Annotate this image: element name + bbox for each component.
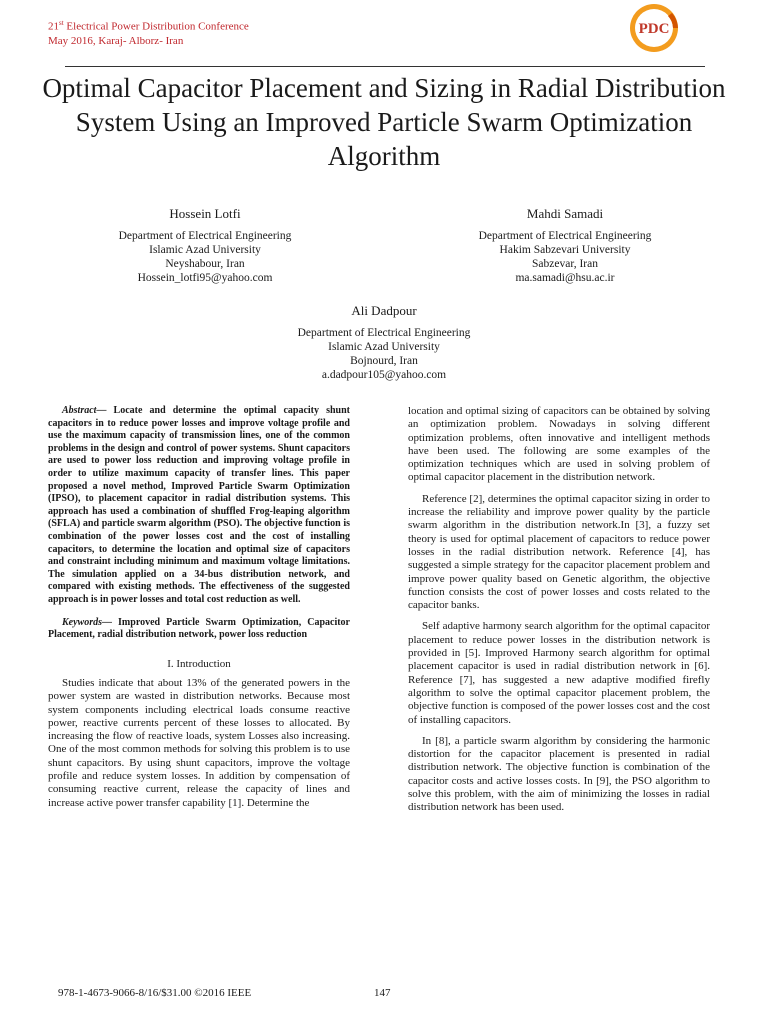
author-1 <box>90 207 320 285</box>
header-rule <box>65 66 705 67</box>
keywords <box>48 617 350 642</box>
conference-header <box>48 16 249 48</box>
body-paragraph: In [8], a particle swarm algorithm by considering the harmonic distortion for the capacitor placement is presented in radial distribution network. The objective function is combination of the capacitor costs and active losses costs. In [9], the PSO algorithm to solve this problem, with the aim of minimizing the losses in radial distribution network has been used. <box>408 734 710 814</box>
author-dept: Department of Electrical Engineering <box>297 327 471 339</box>
author-3 <box>268 304 500 382</box>
author-email: Hossein_lotfi95@yahoo.com <box>137 272 273 284</box>
abstract-label: Abstract— <box>62 405 107 416</box>
footer-isbn: 978-1-4673-9066-8/16/$31.00 ©2016 IEEE <box>58 987 252 999</box>
author-name: Ali Dadpour <box>351 303 417 318</box>
author-2 <box>450 207 680 285</box>
body-paragraph: Reference [2], determines the optimal capacitor sizing in order to increase the reliability and improve power quality by the particle swarm algorithm in the distribution network.In [3], a fuzzy set theory is used for optimal placement of capacitors to reduce power losses in the radial distribution network. Reference [4], has suggested a simple strategy for the capacitor placement problem and improve power quality based on Genetic algorithm, the objective function consists the cost of power losses and costs related to the capacitor banks. <box>408 492 710 612</box>
section-heading-introduction: I. Introduction <box>167 657 231 670</box>
body-paragraph: location and optimal sizing of capacitors can be obtained by solving an optimization problem. Nowadays in solving different optimization problems, often innovative and intelligent methods have been used. The following are some examples of the optimization techniques which are used in solving problem of optimal capacitor placement in the distribution network. <box>408 405 710 484</box>
abstract-text: Locate and determine the optimal capacity shunt capacitors in to reduce power losses and improve voltage profile and use the maximum capacity of transmission lines, one of the common problems in the design and control of power systems. Shunt capacitors are used to power loss reduction and improving voltage profile in order to utilize maximum capacity of transfer lines. This paper proposed a novel method, Improved Particle Swarm Optimization (IPSO), to placement capacitor in radial distribution systems. This approach has used a combination of shuffled Frog-leaping algorithm (SFLA) and particle swarm algorithm (PSO). The objective function is combination of the power losses cost and the cost of installing capacitors, to determine the location and optimal size of capacitors and constraint including minimum and maximum voltage limitations. The simulation applied on a 34-bus distribution network, and compared with existing methods. The effectiveness of the suggested approach is in power losses and total cost reduction as well. <box>48 405 350 605</box>
author-city: Sabzevar, Iran <box>532 258 598 270</box>
author-city: Neyshabour, Iran <box>165 258 245 270</box>
author-univ: Islamic Azad University <box>149 244 261 256</box>
conference-date: May 2016, Karaj- Alborz- Iran <box>48 34 184 47</box>
keywords-text: Improved Particle Swarm Optimization, Capacitor Placement, radial distribution network, power loss reduction <box>48 616 350 641</box>
author-univ: Islamic Azad University <box>328 341 440 353</box>
body-paragraph: Self adaptive harmony search algorithm for the optimal capacitor placement to reduce power losses in the distribution network is provided in [5]. Improved Harmony search algorithm for optimal placement capacitor is used in radial distribution network in [6]. Reference [7], has suggested a new adaptive modified firefly algorithm to solve the optimal capacitor placement problem, the objective function is composed of the power losses cost and the cost of installing capacitors. <box>408 620 710 726</box>
logo-text: PDC <box>638 21 670 37</box>
page-number: 147 <box>374 987 391 999</box>
left-column <box>48 405 350 818</box>
paper-title: Optimal Capacitor Placement and Sizing in Radial Distribution System Using an Improved Particle Swarm Optimization Algorithm <box>42 73 726 171</box>
author-city: Bojnourd, Iran <box>350 355 418 367</box>
author-name: Hossein Lotfi <box>169 206 241 221</box>
author-email: a.dadpour105@yahoo.com <box>321 369 447 381</box>
conference-name: 21st Electrical Power Distribution Conference <box>48 19 249 33</box>
keywords-label: Keywords— <box>62 616 112 628</box>
author-dept: Department of Electrical Engineering <box>478 230 652 242</box>
intro-paragraph: Studies indicate that about 13% of the generated powers in the power system are wasted in distribution networks. Because most system components including electrical loads consume reactive power, reactive currents percent of these losses to allocated. By increasing the flow of reactive loads, system Losses also increasing. One of the most common methods for solving this problem is to use shunt capacitors. By using shunt capacitors, improve the voltage profile and reduce system losses. In addition by compensation of consuming reactive current, release the capacity of lines and increase active power transfer capability [1]. Determine the <box>48 676 350 809</box>
abstract <box>48 405 350 607</box>
author-email: ma.samadi@hsu.ac.ir <box>515 272 615 284</box>
right-column <box>408 405 710 823</box>
author-univ: Hakim Sabzevari University <box>499 244 631 256</box>
author-name: Mahdi Samadi <box>526 206 604 221</box>
conference-logo <box>626 3 684 53</box>
author-dept: Department of Electrical Engineering <box>118 230 292 242</box>
